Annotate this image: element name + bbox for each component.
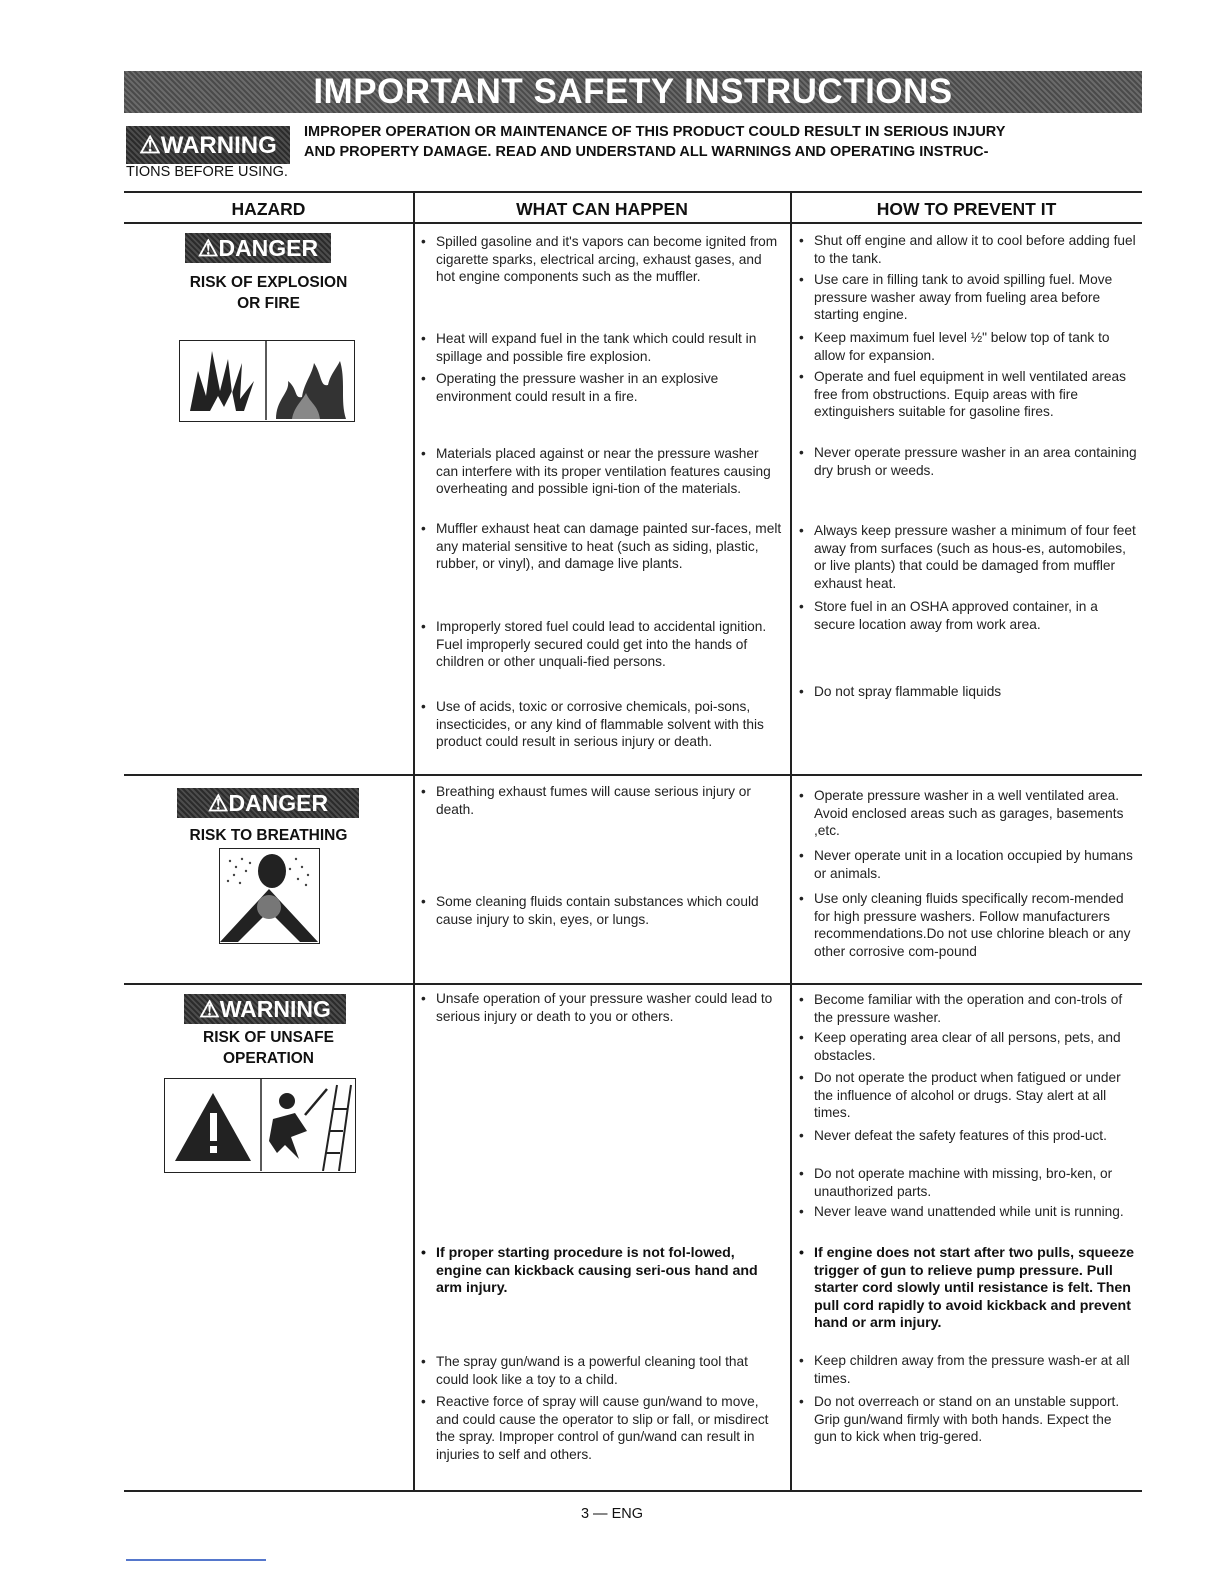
what-item: • Operating the pressure washer in an explosive environment could result in a fire. <box>420 370 782 405</box>
how-item: • Do not operate the product when fatigued or under the influence of alcohol or drugs. Stay alert at all times. <box>798 1069 1138 1122</box>
how-item: • Operate pressure washer in a well ventilated area. Avoid enclosed areas such as garages, basements ,etc. <box>798 787 1138 840</box>
how-item: • Do not operate machine with missing, bro-ken, or unauthorized parts. <box>798 1165 1138 1200</box>
page-number: 3 — ENG <box>580 1506 644 1522</box>
what-item: • Heat will expand fuel in the tank which could result in spillage and possible fire explosion. <box>420 330 782 365</box>
what-item: • Use of acids, toxic or corrosive chemicals, poi-sons, insecticides, or any kind of flammable solvent with this product could result in serious injury or death. <box>420 698 782 751</box>
column-divider-2 <box>790 192 792 1491</box>
what-item: • Spilled gasoline and it's vapors can become ignited from cigarette sparks, electrical arcing, exhaust gases, and hot engine components such as the muffler. <box>420 233 782 286</box>
how-item: • Keep operating area clear of all persons, pets, and obstacles. <box>798 1029 1138 1064</box>
how-item: • Never operate pressure washer in an area containing dry brush or weeds. <box>798 444 1138 479</box>
hazard-label-line: RISK OF UNSAFE <box>203 1029 334 1046</box>
how-item: • Keep maximum fuel level ½" below top of tank to allow for expansion. <box>798 329 1138 364</box>
intro-line-2: AND PROPERTY DAMAGE. READ AND UNDERSTAND ALL WARNINGS AND OPERATING INSTRUC- <box>304 144 989 160</box>
hazard-label-line: RISK TO BREATHING <box>189 827 348 844</box>
what-item: • If proper starting procedure is not fol-lowed, engine can kickback causing seri-ous hand and arm injury. <box>420 1245 782 1298</box>
what-item: • Reactive force of spray will cause gun/wand to move, and could cause the operator to slip or fall, or misdirect the spray. Improper control of gun/wand can result in injuries to self and others. <box>420 1393 782 1463</box>
how-item: • Never defeat the safety features of this prod-uct. <box>798 1127 1138 1145</box>
footer-rule <box>126 1559 266 1561</box>
warning-badge: ⚠WARNING <box>126 126 290 164</box>
hazard-label-breathing <box>124 825 413 846</box>
what-item: • Some cleaning fluids contain substances which could cause injury to skin, eyes, or lungs. <box>420 893 782 928</box>
what-item: • Breathing exhaust fumes will cause serious injury or death. <box>420 783 782 818</box>
header-rule <box>124 222 1142 224</box>
how-item: • Do not spray flammable liquids <box>798 683 1138 701</box>
hazard-label-line: OR FIRE <box>237 295 300 312</box>
column-divider-1 <box>413 192 415 1491</box>
column-header-hazard: HAZARD <box>231 199 306 219</box>
how-item: • Operate and fuel equipment in well ventilated areas free from obstructions. Equip areas with fire extinguishers suitable for gasoline fires. <box>798 368 1138 421</box>
how-item: • Always keep pressure washer a minimum of four feet away from surfaces (such as hous-es, automobiles, or live plants) that could be damaged from muffler exhaust heat. <box>798 522 1138 592</box>
how-item: • Become familiar with the operation and con-trols of the pressure washer. <box>798 991 1138 1026</box>
column-header-how: HOW TO PREVENT IT <box>876 199 1057 219</box>
breathing-hazard-icon <box>220 849 318 942</box>
how-item: • Shut off engine and allow it to cool before adding fuel to the tank. <box>798 232 1138 267</box>
row-divider-2 <box>124 983 1142 985</box>
what-item: • Muffler exhaust heat can damage painted sur-faces, melt any material sensitive to heat (such as siding, plastic, rubber, or vinyl), and damage live plants. <box>420 520 782 573</box>
how-item: • Never leave wand unattended while unit is running. <box>798 1203 1138 1221</box>
how-item: • Do not overreach or stand on an unstable support. Grip gun/wand firmly with both hands. Expect the gun to kick when trig-gered. <box>798 1393 1138 1446</box>
table-top-rule <box>124 191 1142 193</box>
hazard-label-explosion <box>124 272 413 314</box>
unsafe-operation-pictogram <box>164 1078 356 1173</box>
hazard-label-line: OPERATION <box>223 1050 314 1067</box>
what-item: • The spray gun/wand is a powerful cleaning tool that could look like a toy to a child. <box>420 1353 782 1388</box>
breathing-pictogram <box>219 848 320 944</box>
what-item: • Unsafe operation of your pressure washer could lead to serious injury or death to you or others. <box>420 990 782 1025</box>
warning-triangle-icon <box>165 1079 354 1171</box>
how-item: • Never operate unit in a location occupied by humans or animals. <box>798 847 1138 882</box>
hazard-label-unsafe <box>124 1027 413 1069</box>
intro-line-3: TIONS BEFORE USING. <box>126 164 288 180</box>
what-item: • Improperly stored fuel could lead to accidental ignition. Fuel improperly secured could get into the hands of children or other unquali-fied persons. <box>420 618 782 671</box>
warning-badge: ⚠WARNING <box>184 994 346 1024</box>
how-item: • Use care in filling tank to avoid spilling fuel. Move pressure washer away from fueling area before starting engine. <box>798 271 1138 324</box>
how-item: • Use only cleaning fluids specifically recom-mended for high pressure washers. Follow manufacturers recommendations.Do not use chlorine bleach or any other corrosive com-pound <box>798 890 1138 960</box>
explosion-fire-pictogram <box>179 340 355 422</box>
how-item: • If engine does not start after two pulls, squeeze trigger of gun to relieve pump pressure. Pull starter cord slowly until resistance is felt. Then pull cord rapidly to avoid kickback and prevent hand or arm injury. <box>798 1245 1138 1333</box>
intro-line-1: IMPROPER OPERATION OR MAINTENANCE OF THIS PRODUCT COULD RESULT IN SERIOUS INJURY <box>304 124 1006 140</box>
what-item: • Materials placed against or near the pressure washer can interfere with its proper ventilation features causing overheating and possible igni-tion of the materials. <box>420 445 782 498</box>
explosion-fire-icon <box>180 341 353 420</box>
title-banner <box>124 71 1142 113</box>
hazard-label-line: RISK OF EXPLOSION <box>189 274 348 291</box>
danger-badge: ⚠DANGER <box>185 233 331 263</box>
column-header-what: WHAT CAN HAPPEN <box>516 199 688 219</box>
row-divider-1 <box>124 774 1142 776</box>
page-title: IMPORTANT SAFETY INSTRUCTIONS <box>313 72 953 111</box>
danger-badge: ⚠DANGER <box>177 788 359 818</box>
how-item: • Store fuel in an OSHA approved container, in a secure location away from work area. <box>798 598 1138 633</box>
how-item: • Keep children away from the pressure wash-er at all times. <box>798 1352 1138 1387</box>
table-bottom-rule <box>124 1490 1142 1492</box>
